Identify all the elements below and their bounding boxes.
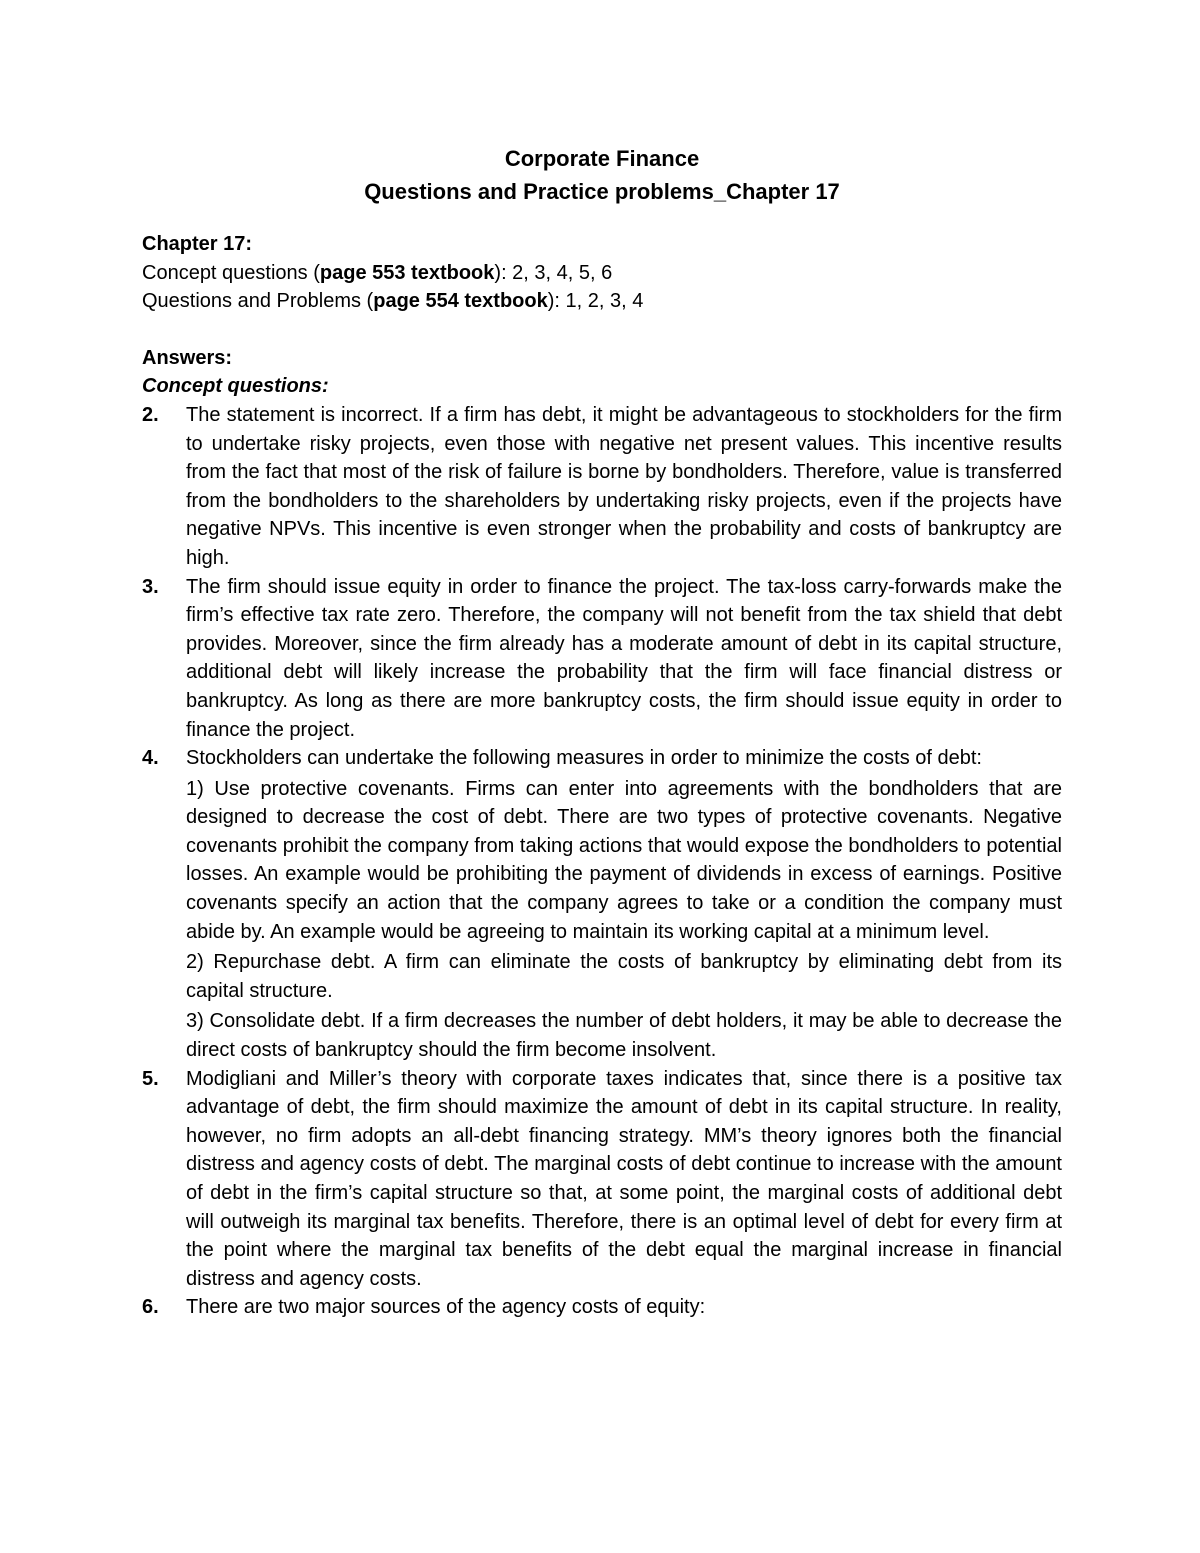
document-subtitle: Questions and Practice problems_Chapter 17 [364, 179, 840, 204]
concept-questions-subheading: Concept questions: [142, 375, 329, 398]
answer-text: The statement is incorrect. If a firm has debt, it might be advantageous to stockholders for the firm to undertake risky projects, even those with negative net present values. This incentive results from the fact that most of the risk of failure is borne by bondholders. Therefore, value is transferred from the bondholders to the shareholders by undertaking risky projects, even if the projects have negative NPVs. This incentive is even stronger when the probability and costs of bankruptcy are high. [186, 403, 1062, 569]
concept-page-ref: page 553 textbook [319, 261, 495, 284]
answers-heading: Answers: [142, 346, 233, 369]
concept-questions-line [142, 259, 1062, 288]
section-spacer [142, 316, 1062, 344]
problems-prefix: Questions and Problems ( [142, 290, 374, 313]
answer-item-3 [142, 573, 1062, 745]
concept-suffix: ): 2, 3, 4, 5, 6 [494, 261, 613, 284]
answer-item-5 [142, 1065, 1062, 1294]
answer-item-2 [142, 401, 1062, 573]
title-block [142, 142, 1062, 208]
answer-text: Modigliani and Miller’s theory with corporate taxes indicates that, since there is a positive tax advantage of debt, the firm should maximize the amount of debt in its capital structure. In reality, however, no firm adopts an all-debt financing strategy. MM’s theory ignores both the financial distress and agency costs of debt. The marginal costs of debt continue to increase with the amount of debt in the firm’s capital structure so that, at some point, the marginal costs of additional debt will outweigh its marginal tax benefits. Therefore, there is an optimal level of debt for every firm at the point where the marginal tax benefits of the debt equal the marginal increase in financial distress and agency costs. [186, 1067, 1062, 1290]
answer-item-4 [142, 744, 1062, 1065]
answer-number: 5. [142, 1067, 159, 1090]
answer-number: 6. [142, 1296, 159, 1319]
concept-prefix: Concept questions ( [142, 261, 320, 284]
answer-text: There are two major sources of the agency costs of equity: [186, 1296, 706, 1319]
measure-repurchase-debt: 2) Repurchase debt. A firm can eliminate the costs of bankruptcy by eliminating debt from its capital structure. [186, 951, 1062, 1002]
answer-intro: Stockholders can undertake the following measures in order to minimize the costs of debt: [186, 747, 982, 770]
document-page [142, 142, 1062, 1322]
answer-number: 2. [142, 403, 159, 426]
answer-number: 3. [142, 575, 159, 598]
answer-list [142, 401, 1062, 1322]
problems-line [142, 287, 1062, 316]
answer-item-6 [142, 1293, 1062, 1322]
document-title: Corporate Finance [504, 146, 700, 171]
problems-page-ref: page 554 textbook [373, 290, 548, 313]
assignment-section [142, 230, 1062, 316]
problems-suffix: ): 1, 2, 3, 4 [547, 290, 644, 313]
answer-text: The firm should issue equity in order to finance the project. The tax-loss carry-forwards make the firm’s effective tax rate zero. Therefore, the company will not benefit from the tax shield that debt provides. Moreover, since the firm already has a moderate amount of debt in its capital structure, additional debt will likely increase the probability that the firm will face financial distress or bankruptcy. As long as there are more bankruptcy costs, the firm should issue equity in order to finance the project. [186, 575, 1062, 741]
measure-consolidate-debt: 3) Consolidate debt. If a firm decreases the number of debt holders, it may be able to decrease the direct costs of bankruptcy should the firm become insolvent. [186, 1010, 1062, 1062]
chapter-label: Chapter 17: [142, 233, 253, 255]
measure-protective-covenants: 1) Use protective covenants. Firms can enter into agreements with the bondholders that are designed to decrease the cost of debt. There are two types of protective covenants. Negative covenants prohibit the company from taking actions that would expose the bondholders to potential losses. An example would be prohibiting the payment of dividends in excess of earnings. Positive covenants specify an action that the company agrees to take or a condition the company must abide by. An example would be agreeing to maintain its working capital at a minimum level. [186, 777, 1062, 943]
answer-number: 4. [142, 747, 159, 770]
answers-section [142, 344, 1062, 1322]
